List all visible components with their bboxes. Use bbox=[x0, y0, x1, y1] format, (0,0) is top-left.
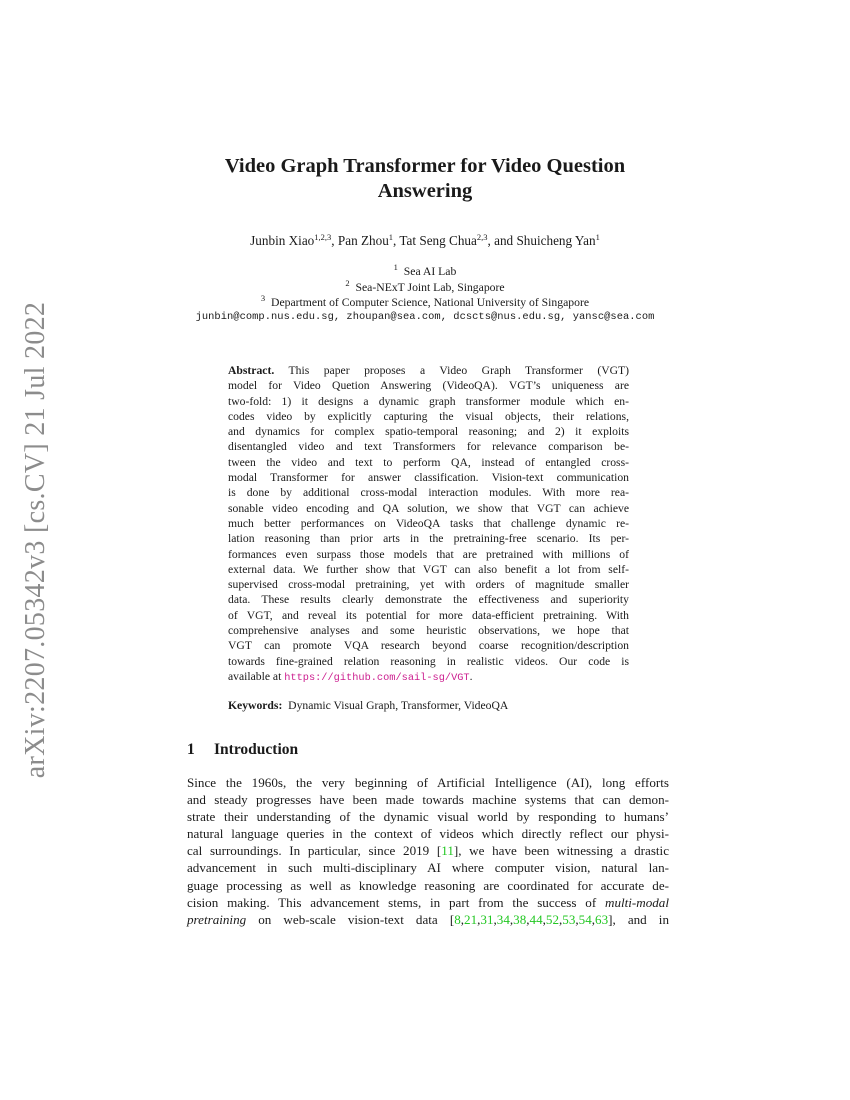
abstract-line: tween the video and text to perform QA, instead of entangled cross- bbox=[228, 455, 629, 469]
author-name: Shuicheng Yan bbox=[516, 233, 596, 248]
paragraph-line: and steady progresses have been made towards machine systems that can demon- bbox=[187, 792, 669, 808]
section-title: Introduction bbox=[214, 741, 299, 758]
arxiv-identifier-stamp: arXiv:2207.05342v3 [cs.CV] 21 Jul 2022 bbox=[20, 301, 51, 779]
paper-title bbox=[0, 154, 850, 204]
abstract-text: This paper proposes a Video Graph Transformer (VGT) bbox=[274, 364, 629, 377]
citation-link[interactable]: 8 bbox=[454, 911, 461, 927]
paragraph-text: cision making. This advancement stems, in part from the success of bbox=[187, 894, 605, 910]
author-emails: junbin@comp.nus.edu.sg, zhoupan@sea.com, dcscts@nus.edu.sg, yansc@sea.com bbox=[195, 311, 655, 323]
paragraph-text: cal surroundings. In particular, since 2019 [ bbox=[187, 843, 442, 859]
citation-link[interactable]: 44 bbox=[529, 911, 543, 927]
affiliation bbox=[0, 264, 850, 280]
abstract-line: is done by additional cross-modal interaction modules. With more rea- bbox=[228, 486, 629, 500]
paragraph-line bbox=[187, 842, 669, 859]
abstract-line: codes video by explicitly capturing the visual objects, their relations, bbox=[228, 409, 629, 423]
citation-link[interactable]: 34 bbox=[496, 911, 510, 927]
abstract-line: modal Transformer for answer classification. Vision-text communication bbox=[228, 471, 629, 485]
citation-link[interactable]: 52 bbox=[545, 911, 559, 927]
abstract-line: VGT can promote VQA research beyond coarse recognition/description bbox=[228, 639, 629, 653]
citation-link[interactable]: 31 bbox=[480, 911, 494, 927]
abstract-line: much better performances on VideoQA tasks that challenge dynamic re- bbox=[228, 516, 629, 530]
author-name: Pan Zhou bbox=[337, 233, 389, 248]
citation-link[interactable]: 21 bbox=[464, 911, 478, 927]
affiliation bbox=[0, 295, 850, 311]
paragraph-line: advancement in such multi-disciplinary AI where computer vision, natural lan- bbox=[187, 860, 669, 876]
author-name: Tat Seng Chua bbox=[399, 233, 477, 248]
paragraph-text: on web-scale vision-text data [ bbox=[246, 911, 455, 927]
abstract-line: towards fine-grained relation reasoning in realistic videos. Our code is bbox=[228, 654, 629, 668]
paragraph-line bbox=[187, 894, 669, 911]
code-repository-link[interactable]: https://github.com/sail-sg/VGT bbox=[284, 671, 470, 684]
author-name: Junbin Xiao bbox=[250, 233, 315, 248]
paragraph-line: pretraining on web-scale vision-text data [8,21,31,34,38,44,52,53,54,63], and in bbox=[187, 911, 669, 927]
emphasized-text: pretraining bbox=[187, 911, 247, 927]
citation-link[interactable]: 53 bbox=[562, 911, 576, 927]
keywords-label: Keywords: bbox=[228, 699, 283, 712]
affiliation-number: 2 bbox=[345, 277, 350, 288]
abstract-line: formances even surpass those models that are pretrained with millions of bbox=[228, 547, 629, 561]
title-line: Answering bbox=[377, 180, 473, 202]
author-separator: , bbox=[331, 233, 338, 248]
abstract-text: . bbox=[469, 669, 473, 683]
abstract-line: data. These results clearly demonstrate the effectiveness and superiority bbox=[228, 593, 629, 607]
author-affiliation-marker: 1,2,3 bbox=[314, 232, 332, 242]
citation-link[interactable]: 63 bbox=[595, 911, 609, 927]
paragraph-text: ], and in bbox=[608, 911, 669, 927]
author-list bbox=[0, 233, 850, 249]
abstract-line: of VGT, and reveal its potential for more data-efficient pretraining. With bbox=[228, 608, 629, 622]
abstract-line: model for Video Quetion Answering (VideoQA). VGT’s uniqueness are bbox=[228, 379, 629, 393]
abstract-line: lation reasoning than prior arts in the pretraining-free scenario. Its per- bbox=[228, 532, 629, 546]
paragraph-text: ], we have been witnessing a drastic bbox=[453, 843, 670, 859]
abstract-line: and dynamics for complex spatio-temporal reasoning; and 2) it exploits bbox=[228, 425, 629, 439]
affiliation-text: Sea-NExT Joint Lab, Singapore bbox=[355, 280, 505, 294]
paragraph-line: natural language queries in the context of videos which directly reflect our physi- bbox=[187, 826, 669, 842]
author-affiliation-marker: 1 bbox=[388, 232, 394, 242]
abstract-text: available at bbox=[228, 669, 285, 683]
abstract-line: supervised cross-modal pretraining, yet with orders of magnitude smaller bbox=[228, 578, 629, 592]
abstract-line bbox=[228, 669, 629, 686]
title-line: Video Graph Transformer for Video Question bbox=[224, 155, 626, 177]
citation-link[interactable]: 54 bbox=[578, 911, 592, 927]
introduction-paragraph bbox=[187, 774, 669, 928]
citation-link[interactable]: 11 bbox=[441, 843, 454, 859]
affiliation bbox=[0, 277, 850, 296]
abstract-line: two-fold: 1) it designs a dynamic graph transformer module which en- bbox=[228, 394, 629, 408]
paragraph-line: guage processing as well as knowledge reasoning are coordinated for accurate de- bbox=[187, 877, 669, 893]
abstract bbox=[228, 363, 629, 686]
abstract-label: Abstract. bbox=[228, 364, 275, 377]
section-heading bbox=[187, 741, 298, 759]
abstract-line bbox=[228, 363, 629, 378]
affiliation-number: 3 bbox=[260, 293, 266, 304]
section-number: 1 bbox=[187, 741, 195, 758]
abstract-line: external data. We further show that VGT can also benefit a lot from self- bbox=[228, 562, 629, 576]
emphasized-text: multi-modal bbox=[604, 894, 669, 910]
affiliation-text: Department of Computer Science, National University of Singapore bbox=[271, 296, 590, 310]
affiliation-text: Sea AI Lab bbox=[403, 265, 457, 278]
author-affiliation-marker: 1 bbox=[595, 232, 600, 242]
paragraph-line: Since the 1960s, the very beginning of Artificial Intelligence (AI), long efforts bbox=[187, 775, 669, 790]
citation-link[interactable]: 38 bbox=[513, 911, 527, 927]
author-affiliation-marker: 2,3 bbox=[476, 232, 488, 242]
author-separator: , and bbox=[487, 233, 517, 248]
keywords bbox=[228, 699, 508, 712]
author-separator: , bbox=[393, 233, 400, 248]
abstract-line: disentangled video and text Transformers for relevance comparison be- bbox=[228, 440, 629, 454]
abstract-line: sonable video encoding and QA solution, we show that VGT can achieve bbox=[228, 501, 629, 515]
paragraph-line: strate their understanding of the dynamic visual world by responding to humans’ bbox=[187, 809, 669, 825]
affiliation-list bbox=[0, 264, 850, 311]
keywords-text: Dynamic Visual Graph, Transformer, VideoQA bbox=[288, 699, 509, 712]
abstract-line: comprehensive analyses and some heuristic observations, we hope that bbox=[228, 624, 629, 638]
affiliation-number: 1 bbox=[393, 262, 398, 272]
